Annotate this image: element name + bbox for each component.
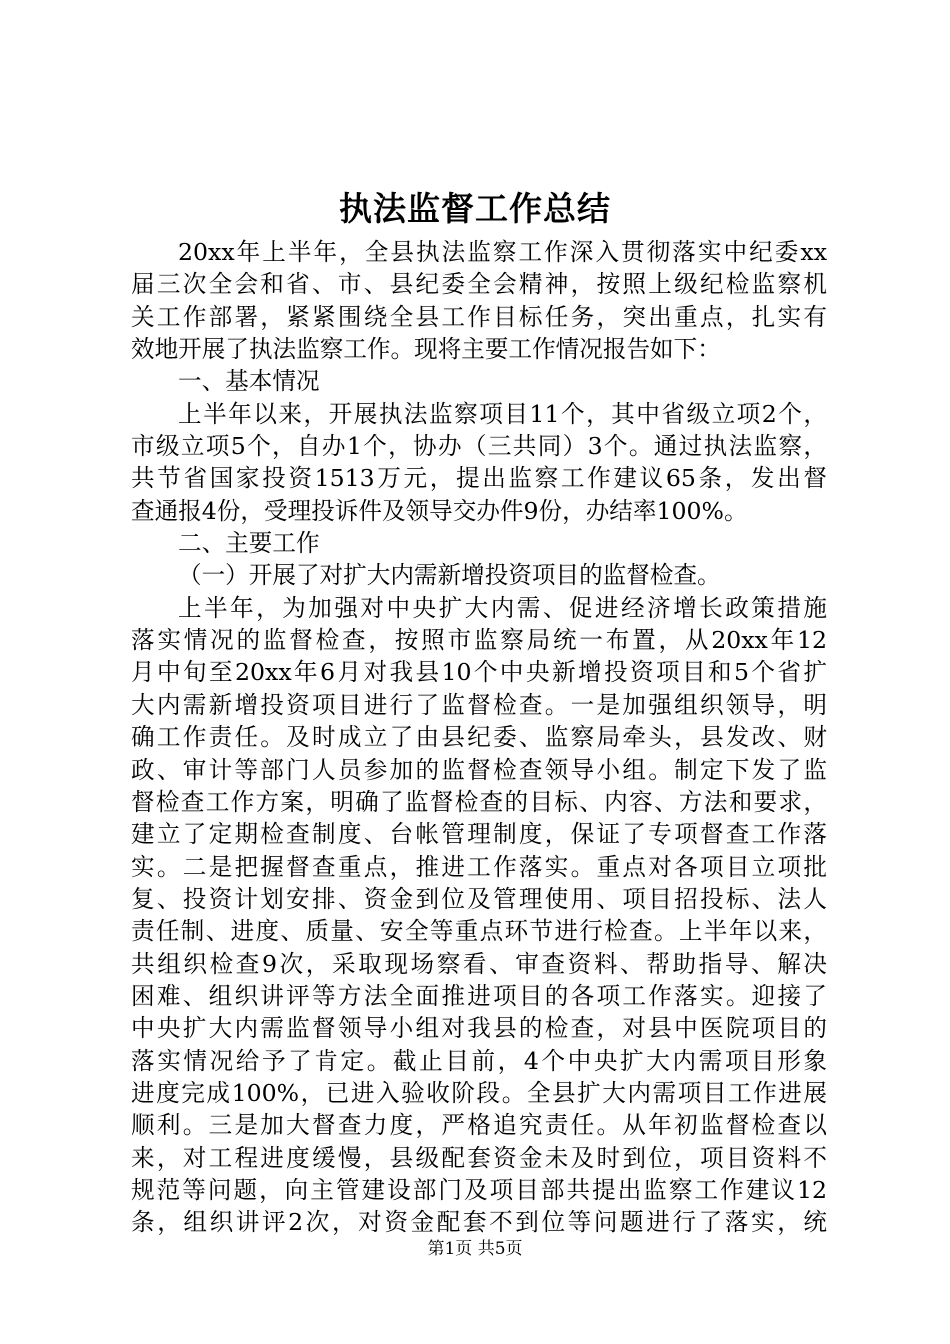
text-line: 市级立项5个，自办1个，协办（三共同）3个。通过执法监察， xyxy=(131,432,827,461)
text-line: 上半年，为加强对中央扩大内需、促进经济增长政策措施 xyxy=(178,593,827,622)
text-line: 共组织检查9次，采取现场察看、审查资料、帮助指导、解决 xyxy=(131,949,827,978)
text-line: 二、主要工作 xyxy=(178,529,320,558)
text-line: 条，组织讲评2次，对资金配套不到位等问题进行了落实，统 xyxy=(131,1208,827,1237)
document-body xyxy=(131,236,827,1239)
text-line: 督检查工作方案，明确了监督检查的目标、内容、方法和要求， xyxy=(131,787,827,816)
text-line: 确工作责任。及时成立了由县纪委、监察局牵头，县发改、财 xyxy=(131,723,827,752)
text-line: 建立了定期检查制度、台帐管理制度，保证了专项督查工作落 xyxy=(131,820,827,849)
text-line: 关工作部署，紧紧围绕全县工作目标任务，突出重点，扎实有 xyxy=(131,302,827,331)
text-line: 上半年以来，开展执法监察项目11个，其中省级立项2个， xyxy=(178,399,827,428)
text-line: 届三次全会和省、市、县纪委全会精神，按照上级纪检监察机 xyxy=(131,270,827,299)
text-line: 大内需新增投资项目进行了监督检查。一是加强组织领导，明 xyxy=(131,690,827,719)
page-title: 执法监督工作总结 xyxy=(339,189,611,228)
text-line: 规范等问题，向主管建设部门及项目部共提出监察工作建议12 xyxy=(131,1175,827,1204)
text-line: 来，对工程进度缓慢，县级配套资金未及时到位，项目资料不 xyxy=(131,1143,827,1172)
text-line: 月中旬至20xx年6月对我县10个中央新增投资项目和5个省扩 xyxy=(131,658,827,687)
text-line: 20xx年上半年，全县执法监察工作深入贯彻落实中纪委xx xyxy=(178,238,827,266)
page-footer: 第1页 共5页 xyxy=(427,1239,523,1259)
text-line: 困难、组织讲评等方法全面推进项目的各项工作落实。迎接了 xyxy=(131,981,827,1010)
text-line: 一、基本情况 xyxy=(178,367,320,396)
text-line: （一）开展了对扩大内需新增投资项目的监督检查。 xyxy=(178,561,721,590)
text-line: 顺利。三是加大督查力度，严格追究责任。从年初监督检查以 xyxy=(131,1111,827,1140)
text-line: 实。二是把握督查重点，推进工作落实。重点对各项目立项批 xyxy=(131,852,827,881)
text-line: 责任制、进度、质量、安全等重点环节进行检查。上半年以来， xyxy=(131,917,827,946)
text-line: 落实情况的监督检查，按照市监察局统一布置，从20xx年12 xyxy=(131,626,827,655)
text-line: 共节省国家投资1513万元，提出监察工作建议65条，发出督 xyxy=(131,464,827,493)
text-line: 查通报4份，受理投诉件及领导交办件9份，办结率100%。 xyxy=(131,496,748,525)
text-line: 政、审计等部门人员参加的监督检查领导小组。制定下发了监 xyxy=(131,755,827,784)
text-line: 中央扩大内需监督领导小组对我县的检查，对县中医院项目的 xyxy=(131,1014,827,1043)
text-line: 落实情况给予了肯定。截止目前，4个中央扩大内需项目形象 xyxy=(131,1046,827,1075)
text-line: 复、投资计划安排、资金到位及管理使用、项目招投标、法人 xyxy=(131,884,827,913)
text-line: 效地开展了执法监察工作。现将主要工作情况报告如下： xyxy=(131,335,721,364)
text-line: 进度完成100%，已进入验收阶段。全县扩大内需项目工作进展 xyxy=(131,1078,827,1107)
